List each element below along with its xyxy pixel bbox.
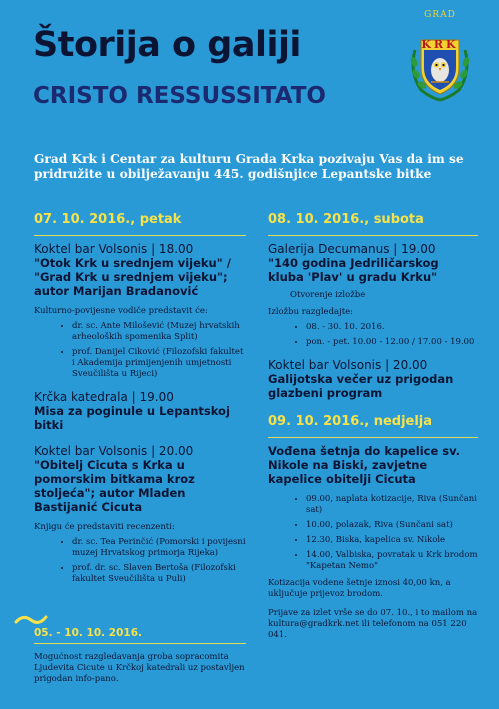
crest-caption: GRAD [424, 10, 456, 20]
crest-name: KRK [421, 38, 459, 51]
page-subtitle: CRISTO RESSUSSITATO [33, 83, 326, 109]
event-venue: Koktel bar Volsonis | 20.00 [268, 358, 428, 372]
owl-crest-icon [405, 10, 475, 104]
right-column [268, 212, 478, 641]
date-divider [268, 437, 478, 438]
event-title: Misa za poginule u Lepantskoj bitki [34, 404, 230, 432]
list-item: • dr. sc. Tea Perinčić (Pomorski i povijesni muzej Hrvatskog primorja Rijeka) [72, 537, 246, 559]
event-title: "Obitelj Cicuta s Krka u pomorskim bitkama kroz stoljeća"; autor Mladen Bastijanić Cicuta [34, 458, 195, 514]
exhibition-hours [268, 322, 478, 348]
list-item: • 12.30, Biska, kapelica sv. Nikole [306, 535, 478, 546]
speaker-list [34, 321, 246, 380]
event-venue: Koktel bar Volsonis | 20.00 [34, 444, 194, 458]
event-title: Vođena šetnja do kapelice sv. Nikole na Biski, zavjetne kapelice obitelji Cicuta [268, 444, 461, 486]
page-title: Štorija o galiji [33, 25, 301, 65]
list-item: • 09.00, naplata kotizacije, Riva (Sunčani sat) [306, 494, 478, 516]
event-note: Kulturno-povijesne vodiče predstavit će: [34, 306, 208, 316]
date-heading: 09. 10. 2016., nedjelja [268, 414, 433, 429]
list-item: • dr. sc. Ante Milošević (Muzej hrvatskih arheoloških spomenika Split) [72, 321, 246, 343]
event-note: Knjigu će predstaviti recenzenti: [34, 522, 175, 532]
left-footer [34, 627, 246, 685]
left-column [34, 212, 246, 589]
reviewer-list [34, 537, 246, 585]
list-item: • 10.00, polazak, Riva (Sunčani sat) [306, 520, 478, 531]
walk-schedule [268, 494, 478, 572]
event-venue: Krčka katedrala | 19.00 [34, 390, 174, 404]
list-item: • prof. Danijel Ciković (Filozofski fakultet i Akademija primijenjenih umjetnosti Sveučilišta u Rijeci) [72, 347, 246, 380]
date-heading: 07. 10. 2016., petak [34, 212, 182, 227]
event-note: Otvorenje izložbe [290, 290, 366, 300]
event-note: Prijave za izlet vrše se do 07. 10., i to mailom na kultura@gradkrk.net ili telefonom na 051 220 041. [268, 608, 478, 640]
event-note: Izložbu razgledajte: [268, 307, 354, 317]
event-note: Mogućnost razgledavanja groba sopracomita Ljudevita Cicute u Krčkoj katedrali uz postavljen prigodan info-pano. [34, 652, 245, 684]
city-crest [405, 10, 475, 104]
list-item: • prof. dr. sc. Slaven Bertoša (Filozofski fakultet Sveučilišta u Puli) [72, 563, 246, 585]
date-heading: 08. 10. 2016., subota [268, 212, 424, 227]
intro-text: Grad Krk i Centar za kulturu Grada Krka pozivaju Vas da im se pridružite u obilježavanju 445. godišnjice Lepantske bitke [34, 152, 464, 181]
date-divider [34, 235, 246, 236]
date-heading: 05. - 10. 10. 2016. [34, 627, 142, 639]
event-venue: Galerija Decumanus | 19.00 [268, 242, 436, 256]
list-item: • pon. - pet. 10.00 - 12.00 / 17.00 - 19.00 [306, 337, 478, 348]
date-divider [34, 643, 246, 644]
event-title: "Otok Krk u srednjem vijeku" / "Grad Krk u srednjem vijeku"; autor Marijan Bradanović [34, 256, 231, 298]
wave-icon [14, 612, 48, 628]
event-title: "140 godina Jedriličarskog kluba 'Plav' u gradu Krku" [268, 256, 439, 284]
list-item: • 08. - 30. 10. 2016. [306, 322, 478, 333]
event-title: Galijotska večer uz prigodan glazbeni program [268, 372, 454, 400]
event-note: Kotizacija vodene šetnje iznosi 40,00 kn, a uključuje prijevoz brodom. [268, 578, 451, 599]
event-venue: Koktel bar Volsonis | 18.00 [34, 242, 194, 256]
date-divider [268, 235, 478, 236]
list-item: • 14.00, Valbiska, povratak u Krk brodom "Kapetan Nemo" [306, 550, 478, 572]
